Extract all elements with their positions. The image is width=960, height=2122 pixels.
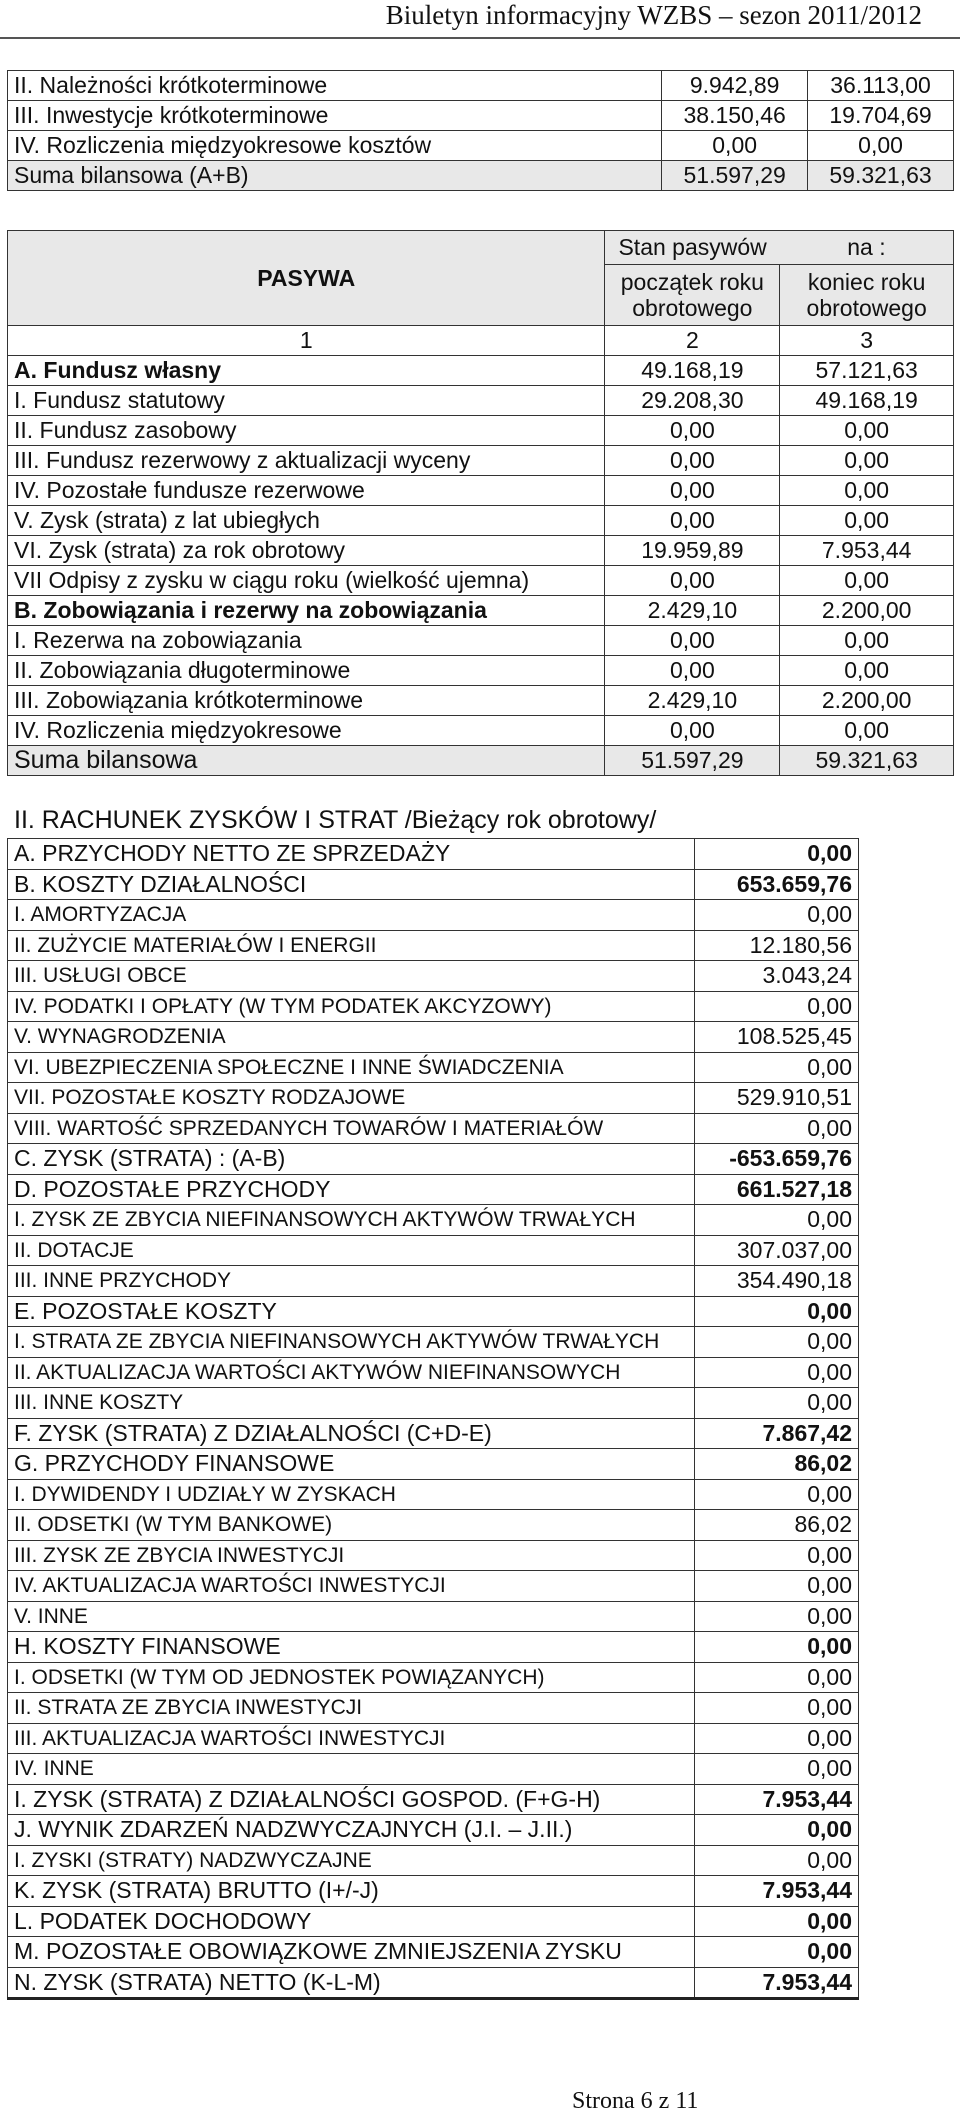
row-label: III. Inwestycje krótkoterminowe [8,101,662,131]
page-number: Strona 6 z 11 [572,2088,699,2114]
row-label: B. KOSZTY DZIAŁALNOŚCI [8,869,695,900]
table-row [8,1113,859,1144]
row-value: 0,00 [695,1601,859,1632]
value-start: 49.168,19 [605,356,780,386]
row-label: N. ZYSK (STRATA) NETTO (K-L-M) [8,1967,695,1999]
table-row [8,1876,859,1907]
value-start: 2.429,10 [605,596,780,626]
row-value: 307.037,00 [695,1235,859,1266]
table-row [8,1479,859,1510]
table-row [8,506,954,536]
value-end: 0,00 [808,131,954,161]
row-label: V. WYNAGRODZENIA [8,1022,695,1053]
state-label: Stan pasywów [605,231,780,265]
table-row [8,1845,859,1876]
value-end: 36.113,00 [808,71,954,101]
row-label: Suma bilansowa [8,746,605,776]
row-label: G. PRZYCHODY FINANSOWE [8,1449,695,1480]
table-row [8,1754,859,1785]
table-row [8,1632,859,1663]
value-start: 0,00 [605,566,780,596]
value-end: 0,00 [780,626,954,656]
page-header-title: Biuletyn informacyjny WZBS – sezon 2011/2012 [385,0,922,30]
row-label: B. Zobowiązania i rezerwy na zobowiązania [8,596,605,626]
table-row [8,596,954,626]
value-start: 0,00 [605,446,780,476]
col-start-header: początek roku obrotowego [605,264,780,325]
row-label: VII Odpisy z zysku w ciągu roku (wielkość ujemna) [8,566,605,596]
row-label: III. Zobowiązania krótkoterminowe [8,686,605,716]
row-label: V. Zysk (strata) z lat ubiegłych [8,506,605,536]
row-label: I. Fundusz statutowy [8,386,605,416]
table-row [8,416,954,446]
table-row [8,1083,859,1114]
table-row [8,839,859,870]
row-value: 0,00 [695,1327,859,1358]
row-value: 0,00 [695,1937,859,1968]
row-label: III. USŁUGI OBCE [8,961,695,992]
row-value: 7.953,44 [695,1967,859,1999]
row-label: A. Fundusz własny [8,356,605,386]
row-value: 661.527,18 [695,1174,859,1205]
row-label: C. ZYSK (STRATA) : (A-B) [8,1144,695,1175]
table-row [8,686,954,716]
row-value: 7.953,44 [695,1784,859,1815]
table-row [8,1723,859,1754]
col-number-2: 2 [605,326,780,356]
na-label: na : [780,231,954,265]
row-value: 12.180,56 [695,930,859,961]
row-label: H. KOSZTY FINANSOWE [8,1632,695,1663]
row-label: IV. AKTUALIZACJA WARTOŚCI INWESTYCJI [8,1571,695,1602]
row-label: I. AMORTYZACJA [8,900,695,931]
value-end: 19.704,69 [808,101,954,131]
value-end: 0,00 [780,566,954,596]
table-row [8,656,954,686]
row-value: 0,00 [695,1754,859,1785]
table-row [8,566,954,596]
income-statement-table [7,838,859,2000]
row-label: III. Fundusz rezerwowy z aktualizacji wyceny [8,446,605,476]
row-label: I. ZYSKI (STRATY) NADZWYCZAJNE [8,1845,695,1876]
row-label: I. ZYSK (STRATA) Z DZIAŁALNOŚCI GOSPOD. (F+G-H) [8,1784,695,1815]
table-row [8,900,859,931]
row-value: 0,00 [695,1113,859,1144]
row-value: -653.659,76 [695,1144,859,1175]
row-value: 0,00 [695,1662,859,1693]
row-value: 0,00 [695,1723,859,1754]
assets-tail-table [7,70,954,191]
row-label: K. ZYSK (STRATA) BRUTTO (I+/-J) [8,1876,695,1907]
liabilities-title: PASYWA [8,231,605,326]
table-row [8,1662,859,1693]
table-row [8,536,954,566]
value-start: 51.597,29 [662,161,808,191]
row-value: 3.043,24 [695,961,859,992]
row-value: 0,00 [695,1357,859,1388]
table-row [8,991,859,1022]
value-start: 0,00 [605,416,780,446]
row-label: M. POZOSTAŁE OBOWIĄZKOWE ZMNIEJSZENIA ZYSKU [8,1937,695,1968]
table-row [8,930,859,961]
row-value: 0,00 [695,1815,859,1846]
row-label: J. WYNIK ZDARZEŃ NADZWYCZAJNYCH (J.I. – J.II.) [8,1815,695,1846]
row-value: 0,00 [695,1205,859,1236]
row-value: 0,00 [695,1052,859,1083]
table-row [8,1022,859,1053]
value-end: 2.200,00 [780,686,954,716]
row-label: I. DYWIDENDY I UDZIAŁY W ZYSKACH [8,1479,695,1510]
table-row [8,626,954,656]
row-value: 0,00 [695,1906,859,1937]
row-label: IV. INNE [8,1754,695,1785]
table-row [8,1418,859,1449]
row-value: 0,00 [695,1693,859,1724]
row-label: II. DOTACJE [8,1235,695,1266]
table-row [8,1144,859,1175]
value-start: 38.150,46 [662,101,808,131]
value-start: 29.208,30 [605,386,780,416]
value-start: 51.597,29 [605,746,780,776]
row-label: IV. Rozliczenia międzyokresowe kosztów [8,131,662,161]
table-row [8,1937,859,1968]
row-label: I. ODSETKI (W TYM OD JEDNOSTEK POWIĄZANYCH) [8,1662,695,1693]
table-row [8,716,954,746]
row-label: D. POZOSTAŁE PRZYCHODY [8,1174,695,1205]
value-start: 9.942,89 [662,71,808,101]
row-value: 0,00 [695,1296,859,1327]
row-label: III. INNE KOSZTY [8,1388,695,1419]
value-start: 0,00 [605,656,780,686]
row-value: 0,00 [695,1632,859,1663]
row-label: III. AKTUALIZACJA WARTOŚCI INWESTYCJI [8,1723,695,1754]
table-row [8,476,954,506]
row-label: IV. Rozliczenia międzyokresowe [8,716,605,746]
table-row [8,1693,859,1724]
table-row [8,1296,859,1327]
table-row [8,1906,859,1937]
value-end: 57.121,63 [780,356,954,386]
table-row [8,1235,859,1266]
value-end: 0,00 [780,446,954,476]
row-value: 529.910,51 [695,1083,859,1114]
row-label: F. ZYSK (STRATA) Z DZIAŁALNOŚCI (C+D-E) [8,1418,695,1449]
value-start: 0,00 [662,131,808,161]
row-value: 0,00 [695,1571,859,1602]
row-label: III. ZYSK ZE ZBYCIA INWESTYCJI [8,1540,695,1571]
value-end: 0,00 [780,716,954,746]
col-end-header: koniec roku obrotowego [780,264,954,325]
table-row [8,869,859,900]
row-label: II. Należności krótkoterminowe [8,71,662,101]
table-row [8,446,954,476]
row-label: L. PODATEK DOCHODOWY [8,1906,695,1937]
value-start: 0,00 [605,716,780,746]
value-end: 59.321,63 [780,746,954,776]
value-start: 0,00 [605,506,780,536]
row-label: II. ZUŻYCIE MATERIAŁÓW I ENERGII [8,930,695,961]
value-end: 7.953,44 [780,536,954,566]
value-end: 0,00 [780,476,954,506]
row-value: 0,00 [695,1479,859,1510]
value-start: 0,00 [605,626,780,656]
col-number-3: 3 [780,326,954,356]
value-end: 0,00 [780,416,954,446]
row-value: 108.525,45 [695,1022,859,1053]
row-value: 7.953,44 [695,1876,859,1907]
row-value: 653.659,76 [695,869,859,900]
table-row [8,1540,859,1571]
table-row [8,386,954,416]
value-end: 59.321,63 [808,161,954,191]
row-label: VI. Zysk (strata) za rok obrotowy [8,536,605,566]
table-row [8,161,954,191]
table-row [8,1449,859,1480]
row-label: III. INNE PRZYCHODY [8,1266,695,1297]
table-row [8,1266,859,1297]
row-label: II. AKTUALIZACJA WARTOŚCI AKTYWÓW NIEFINANSOWYCH [8,1357,695,1388]
header-divider [0,37,960,39]
table-row [8,746,954,776]
value-start: 2.429,10 [605,686,780,716]
value-end: 0,00 [780,506,954,536]
row-label: Suma bilansowa (A+B) [8,161,662,191]
row-value: 0,00 [695,1388,859,1419]
row-label: IV. Pozostałe fundusze rezerwowe [8,476,605,506]
row-label: I. ZYSK ZE ZBYCIA NIEFINANSOWYCH AKTYWÓW TRWAŁYCH [8,1205,695,1236]
row-label: VI. UBEZPIECZENIA SPOŁECZNE I INNE ŚWIADCZENIA [8,1052,695,1083]
table-row [8,1601,859,1632]
row-value: 0,00 [695,1540,859,1571]
row-label: E. POZOSTAŁE KOSZTY [8,1296,695,1327]
row-label: IV. PODATKI I OPŁATY (W TYM PODATEK AKCYZOWY) [8,991,695,1022]
row-label: I. Rezerwa na zobowiązania [8,626,605,656]
value-start: 19.959,89 [605,536,780,566]
value-end: 2.200,00 [780,596,954,626]
row-value: 354.490,18 [695,1266,859,1297]
row-label: VII. POZOSTAŁE KOSZTY RODZAJOWE [8,1083,695,1114]
row-value: 0,00 [695,900,859,931]
table-row [8,1205,859,1236]
table-row [8,1815,859,1846]
row-value: 0,00 [695,1845,859,1876]
table-row [8,1357,859,1388]
table-row [8,71,954,101]
table-row [8,1388,859,1419]
row-value: 7.867,42 [695,1418,859,1449]
row-label: II. Zobowiązania długoterminowe [8,656,605,686]
table-row [8,356,954,386]
table-row [8,1052,859,1083]
row-value: 86,02 [695,1510,859,1541]
row-label: II. STRATA ZE ZBYCIA INWESTYCJI [8,1693,695,1724]
table-row [8,1967,859,1999]
table-row [8,1327,859,1358]
row-value: 0,00 [695,839,859,870]
value-start: 0,00 [605,476,780,506]
table-row [8,1510,859,1541]
row-label: II. Fundusz zasobowy [8,416,605,446]
row-value: 86,02 [695,1449,859,1480]
row-label: V. INNE [8,1601,695,1632]
table-row [8,101,954,131]
value-end: 0,00 [780,656,954,686]
income-statement-title: II. RACHUNEK ZYSKÓW I STRAT /Bieżący rok obrotowy/ [14,806,657,834]
row-label: II. ODSETKI (W TYM BANKOWE) [8,1510,695,1541]
liabilities-table [7,230,954,776]
table-row [8,1784,859,1815]
row-label: VIII. WARTOŚĆ SPRZEDANYCH TOWARÓW I MATERIAŁÓW [8,1113,695,1144]
row-value: 0,00 [695,991,859,1022]
table-row [8,1571,859,1602]
col-number-1: 1 [8,326,605,356]
table-row [8,1174,859,1205]
table-row [8,961,859,992]
value-end: 49.168,19 [780,386,954,416]
row-label: A. PRZYCHODY NETTO ZE SPRZEDAŻY [8,839,695,870]
table-row [8,131,954,161]
row-label: I. STRATA ZE ZBYCIA NIEFINANSOWYCH AKTYWÓW TRWAŁYCH [8,1327,695,1358]
